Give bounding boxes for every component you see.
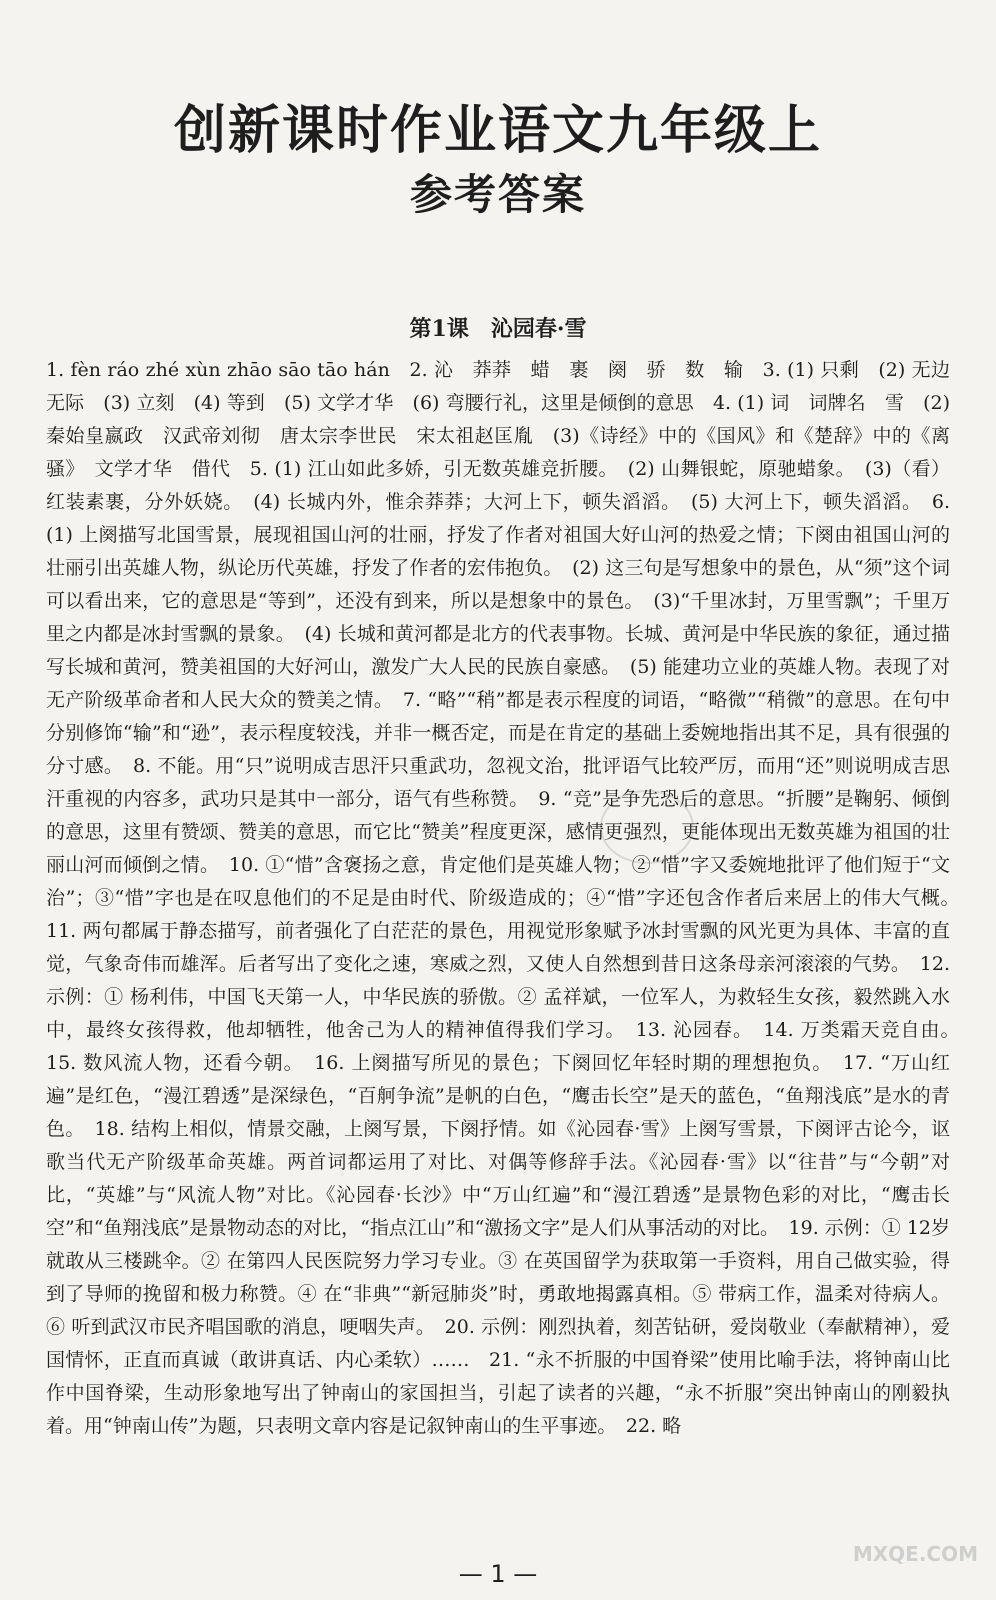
page-number: — 1 — — [458, 1560, 538, 1588]
answer-body: 1. fèn ráo zhé xùn zhāo sāo tāo hán 2. 沁 莽莽 蜡 裹 阕 骄 数 输 3. (1) 只剩 (2) 无边无际 (3) 立刻 (4) 等到 (5) 文学才华 (6) 弯腰行礼，这里是倾倒的意思 4. (1) 词 词牌名 雪 (2) 秦始皇嬴政 汉武帝刘彻 唐太宗李世民 宋太祖赵匡胤 (3)《诗经》中的《国风》和《楚辞》中的《离骚》 文学才华 借代 5. (1) 江山如此多娇，引无数英雄竞折腰。 (2) 山舞银蛇，原驰蜡象。 (3)（看）红装素裹，分外妖娆。 (4) 长城内外，惟余莽莽；大河上下，顿失滔滔。 (5) 大河上下，顿失滔滔。 6. (1) 上阕描写北国雪景，展现祖国山河的壮丽，抒发了作者对祖国大好山河的热爱之情；下阕由祖国山河的壮丽引出英雄人物，纵论历代英雄，抒发了作者的宏伟抱负。 (2) 这三句是写想象中的景色，从“须”这个词可以看出来，它的意思是“等到”，还没有到来，所以是想象中的景色。 (3)“千里冰封，万里雪飘”；千里万里之内都是冰封雪飘的景象。 (4) 长城和黄河都是北方的代表事物。长城、黄河是中华民族的象征，通过描写长城和黄河，赞美祖国的大好河山，激发广大人民的民族自豪感。 (5) 能建功立业的英雄人物。表现了对无产阶级革命者和人民大众的赞美之情。 7. “略”“稍”都是表示程度的词语，“略微”“稍微”的意思。在句中分别修饰“输”和“逊”，表示程度较浅，并非一概否定，而是在肯定的基础上委婉地指出其不足，具有很强的分寸感。 8. 不能。用“只”说明成吉思汗只重武功，忽视文治，批评语气比较严厉，而用“还”则说明成吉思汗重视的内容多，武功只是其中一部分，语气有些称赞。 9. “竞”是争先恐后的意思。“折腰”是鞠躬、倾倒的意思，这里有赞颂、赞美的意思，而它比“赞美”程度更深，感情更强烈，更能体现出无数英雄为祖国的壮丽山河而倾倒之情。 10. ①“惜”含褒扬之意，肯定他们是英雄人物；②“惜”字又委婉地批评了他们短于“文治”；③“惜”字也是在叹息他们的不足是由时代、阶级造成的；④“惜”字还包含作者后来居上的伟大气概。 11. 两句都属于静态描写，前者强化了白茫茫的景色，用视觉形象赋予冰封雪飘的风光更为具体、丰富的直觉，气象奇伟而雄浑。后者写出了变化之速，寒威之烈，又使人自然想到昔日这条母亲河滚滚的气势。 12. 示例：① 杨利伟，中国飞天第一人，中华民族的骄傲。② 孟祥斌，一位军人，为救轻生女孩，毅然跳入水中，最终女孩得救，他却牺牲，他舍己为人的精神值得我们学习。 13. 沁园春。 14. 万类霜天竞自由。 15. 数风流人物，还看今朝。 16. 上阕描写所见的景色；下阕回忆年轻时期的理想抱负。 17. “万山红遍”是红色，“漫江碧透”是深绿色，“百舸争流”是帆的白色，“鹰击长空”是天的蓝色，“鱼翔浅底”是水的青色。 18. 结构上相似，情景交融，上阕写景，下阕抒情。如《沁园春·雪》上阕写雪景，下阕评古论今，讴歌当代无产阶级革命英雄。两首词都运用了对比、对偶等修辞手法。《沁园春·雪》以“往昔”与“今朝”对比，“英雄”与“风流人物”对比。《沁园春·长沙》中“万山红遍”和“漫江碧透”是景物色彩的对比，“鹰击长空”和“鱼翔浅底”是景物动态的对比，“指点江山”和“激扬文字”是人们从事活动的对比。 19. 示例：① 12岁就敢从三楼跳伞。② 在第四人民医院努力学习专业。③ 在英国留学为获取第一手资料，用自己做实验，得到了导师的挽留和极力称赞。④ 在“非典”“新冠肺炎”时，勇敢地揭露真相。⑤ 带病工作，温柔对待病人。⑥ 听到武汉市民齐唱国歌的消息，哽咽失声。 20. 示例：刚烈执着，刻苦钻研，爱岗敬业（奉献精神），爱国情怀，正直而真诚（敢讲真话、内心柔软）…… 21. “永不折服的中国脊梁”使用比喻手法，将钟南山比作中国脊梁，生动形象地写出了钟南山的家国担当，引起了读者的兴趣，“永不折服”突出钟南山的刚毅执着。用“钟南山传”为题，只表明文章内容是记叙钟南山的生平事迹。 22. 略 — [46, 359, 970, 1437]
site-watermark: MXQE.COM — [852, 1542, 978, 1566]
page-title: 创新课时作业语文九年级上 — [173, 101, 822, 161]
page-subtitle: 参考答案 — [409, 170, 586, 219]
lesson-heading: 第1课 沁园春·雪 — [409, 316, 587, 342]
